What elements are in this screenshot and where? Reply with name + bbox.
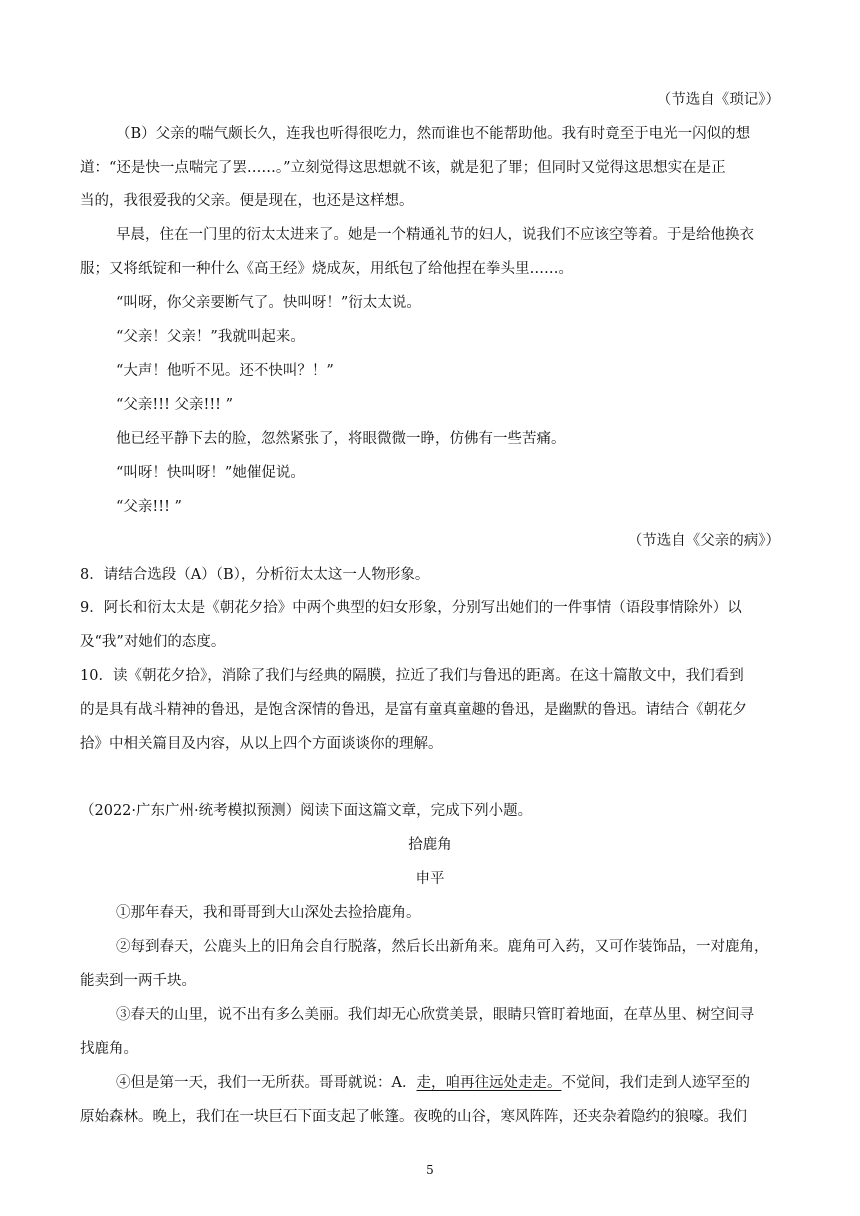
passage-b-p2-line2: 服；又将纸锭和一种什么《高王经》烧成灰，用纸包了给他捏在拳头里……。 <box>80 261 573 277</box>
article-p4-line1 <box>116 1073 750 1093</box>
passage-b-p1-line1: （B）父亲的喘气颇长久，连我也听得很吃力，然而谁也不能帮助他。我有时竟至于电光一闪似的想 <box>116 126 751 142</box>
dialogue-line: “父亲!!! 父亲!!! ” <box>116 397 234 413</box>
question-9-line1: 9．阿长和衍太太是《朝花夕拾》中两个典型的妇女形象，分别写出她们的一件事情（语段事情除外）以 <box>80 600 742 616</box>
passage-b-p1-line3: 当的，我很爱我的父亲。便是现在，也还是这样想。 <box>80 193 414 209</box>
dialogue-line: “叫呀，你父亲要断气了。快叫呀！”衍太太说。 <box>116 295 421 311</box>
article-p2-line1: ②每到春天，公鹿头上的旧角会自行脱落，然后长出新角来。鹿角可入药，又可作装饰品，一对鹿角， <box>116 939 769 955</box>
passage-b-p1-line2: 道：“还是快一点喘完了罢……。”立刻觉得这思想就不该，就是犯了罪；但同时又觉得这思想实在是正 <box>80 160 726 176</box>
article-author: 申平 <box>415 871 445 887</box>
question-10-line1: 10．读《朝花夕拾》，消除了我们与经典的隔膜，拉近了我们与鲁迅的距离。在这十篇散文中，我们看到 <box>80 668 744 684</box>
question-8: 8．请结合选段（A）（B），分析衍太太这一人物形象。 <box>80 567 430 583</box>
article-p4-text-b: 不觉间，我们走到人迹罕至的 <box>561 1075 750 1091</box>
article-title: 拾鹿角 <box>408 837 452 853</box>
dialogue-line: “父亲！父亲！”我就叫起来。 <box>116 329 305 345</box>
article-p4-line2: 原始森林。晚上，我们在一块巨石下面支起了帐篷。夜晚的山谷，寒风阵阵，还夹杂着隐约的狼嚎。我们 <box>80 1109 747 1125</box>
reading-intro: （2022·广东广州·统考模拟预测）阅读下面这篇文章，完成下列小题。 <box>80 803 533 819</box>
source-citation-suoji: （节选自《琐记》） <box>656 92 780 108</box>
article-p4-text-a: ④但是第一天，我们一无所获。哥哥就说：A． <box>116 1075 417 1091</box>
question-10-line2: 的是具有战斗精神的鲁迅，是饱含深情的鲁迅，是富有童真童趣的鲁迅，是幽默的鲁迅。请结合《朝花夕 <box>80 702 747 718</box>
question-10-line3: 拾》中相关篇目及内容，从以上四个方面谈谈你的理解。 <box>80 736 443 752</box>
page-number: 5 <box>426 1163 434 1177</box>
article-p3-line1: ③春天的山里，说不出有多么美丽。我们却无心欣赏美景，眼睛只管盯着地面，在草丛里、树空间寻 <box>116 1007 754 1023</box>
article-p2-line2: 能卖到一两千块。 <box>80 973 196 989</box>
dialogue-line: “叫呀！快叫呀！”她催促说。 <box>116 465 305 481</box>
article-p1: ①那年春天，我和哥哥到大山深处去捡拾鹿角。 <box>116 905 421 921</box>
article-p3-line2: 找鹿角。 <box>80 1041 138 1057</box>
narration-line: 他已经平静下去的脸，忽然紧张了，将眼微微一睁，仿佛有一些苦痛。 <box>116 431 566 447</box>
dialogue-line: “大声！他听不见。还不快叫？！” <box>116 363 334 379</box>
passage-b-p2-line1: 早晨，住在一门里的衍太太进来了。她是一个精通礼节的妇人，说我们不应该空等着。于是给他换衣 <box>116 227 754 243</box>
question-9-line2: 及“我”对她们的态度。 <box>80 634 226 650</box>
source-citation-fuqin: （节选自《父亲的病》） <box>627 533 780 549</box>
underlined-sentence-a: 走，咱再往远处走走。 <box>416 1075 562 1091</box>
dialogue-line: “父亲!!! ” <box>116 499 182 515</box>
